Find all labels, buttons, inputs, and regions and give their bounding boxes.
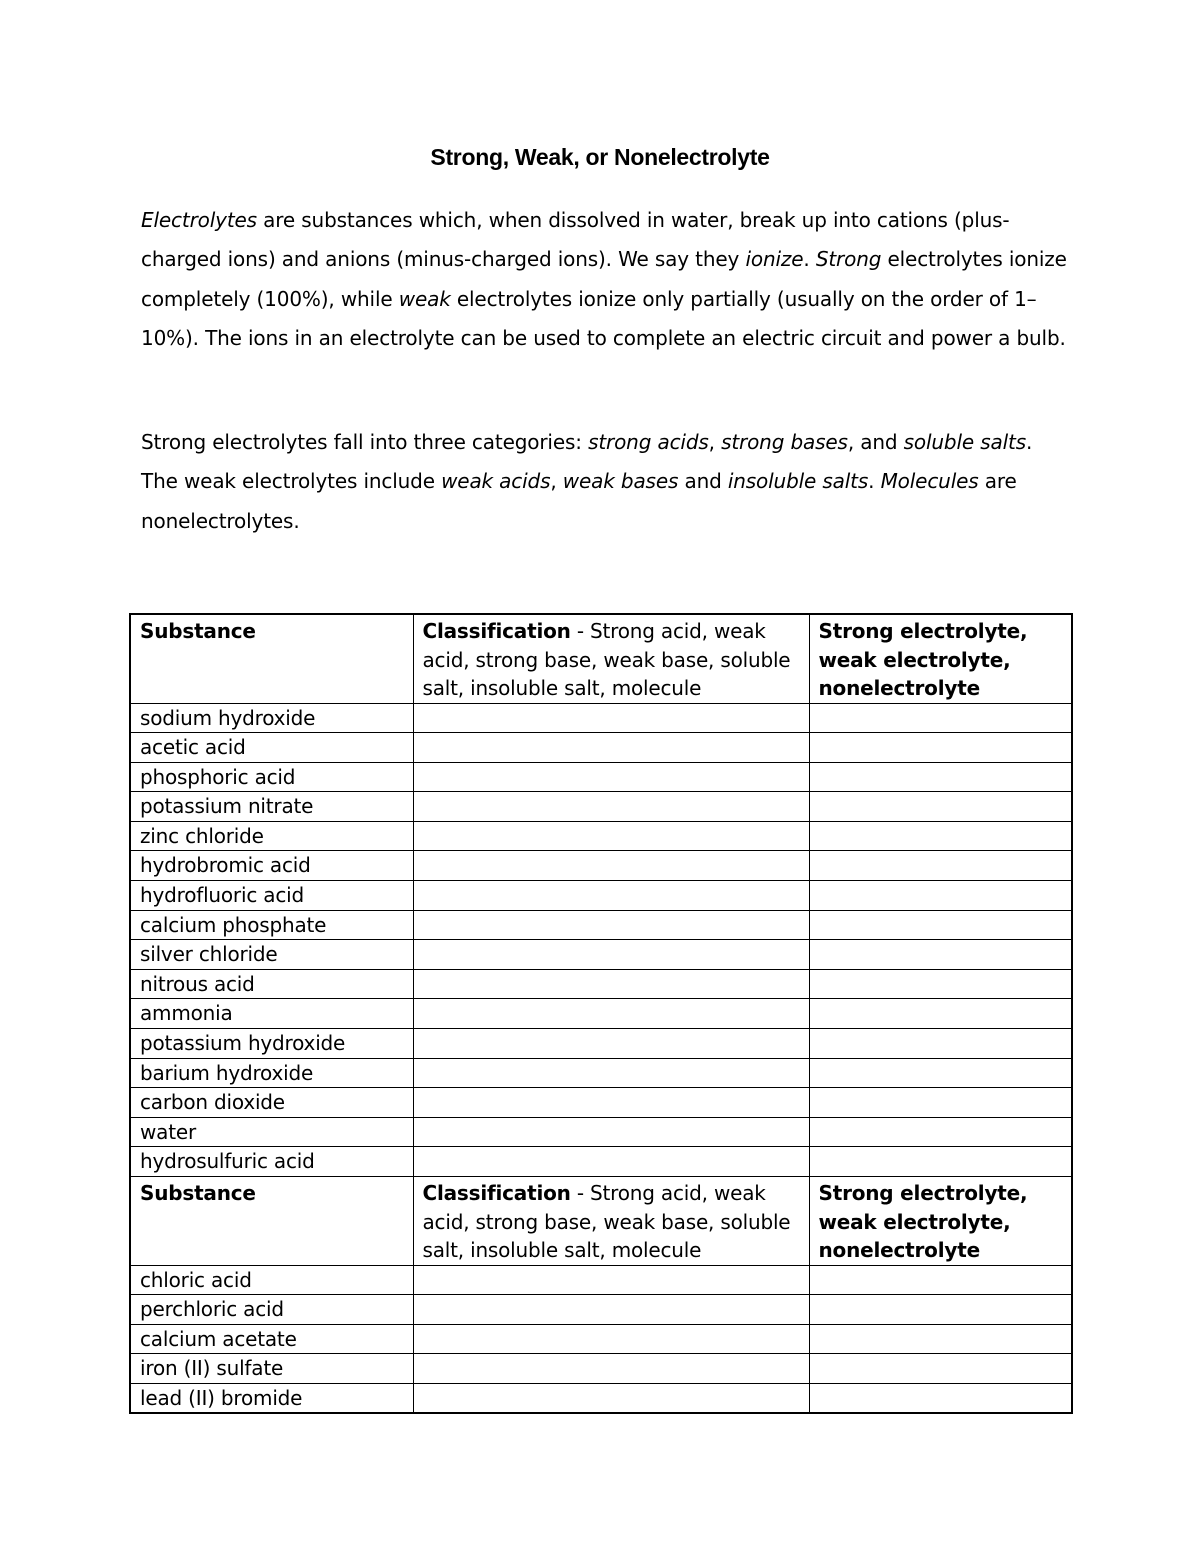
substance-cell: hydrosulfuric acid	[130, 1147, 413, 1177]
header-electrolyte: Strong electrolyte, weak electrolyte, nonelectrolyte	[809, 614, 1072, 703]
electrolyte-cell[interactable]	[809, 1324, 1072, 1354]
categories-text-1: Strong electrolytes fall into three categories:	[141, 430, 589, 454]
table-row	[130, 1088, 1072, 1118]
term-molecules: Molecules	[880, 469, 979, 494]
electrolyte-cell[interactable]	[809, 1383, 1072, 1413]
classification-cell[interactable]	[413, 703, 809, 733]
intro-text-4: electrolytes ionize only partially (usually on the order of 1–10%). The ions in an electrolyte can be used to complete an electric circuit and power a bulb.	[141, 286, 1066, 350]
classification-cell[interactable]	[413, 1265, 809, 1295]
electrolyte-cell[interactable]	[809, 821, 1072, 851]
categories-paragraph	[141, 423, 1071, 541]
table-row	[130, 910, 1072, 940]
header-substance: Substance	[130, 1177, 413, 1266]
substance-cell: acetic acid	[130, 733, 413, 763]
substance-cell: sodium hydroxide	[130, 703, 413, 733]
electrolyte-cell[interactable]	[809, 733, 1072, 763]
header-classification-options: - Strong acid, weak acid, strong base, weak base, soluble salt, insoluble salt, molecule	[422, 1181, 791, 1262]
substance-cell: zinc chloride	[130, 821, 413, 851]
electrolyte-cell[interactable]	[809, 1029, 1072, 1059]
electrolyte-cell[interactable]	[809, 1354, 1072, 1384]
classification-cell[interactable]	[413, 1383, 809, 1413]
table-row	[130, 1324, 1072, 1354]
classification-cell[interactable]	[413, 762, 809, 792]
table-row	[130, 1354, 1072, 1384]
classification-cell[interactable]	[413, 1147, 809, 1177]
classification-cell[interactable]	[413, 881, 809, 911]
table-row	[130, 1147, 1072, 1177]
table-row	[130, 733, 1072, 763]
table-row	[130, 1295, 1072, 1325]
classification-cell[interactable]	[413, 910, 809, 940]
electrolyte-cell[interactable]	[809, 1295, 1072, 1325]
table-header-row-2	[130, 1177, 1072, 1266]
term-weak-bases: weak bases	[562, 469, 679, 494]
substance-cell: silver chloride	[130, 940, 413, 970]
table-row	[130, 999, 1072, 1029]
substance-cell: hydrobromic acid	[130, 851, 413, 881]
classification-cell[interactable]	[413, 999, 809, 1029]
categories-text-4: are nonelectrolytes.	[141, 469, 1017, 533]
substance-cell: hydrofluoric acid	[130, 881, 413, 911]
electrolyte-cell[interactable]	[809, 940, 1072, 970]
substance-cell: ammonia	[130, 999, 413, 1029]
term-strong-bases: strong bases	[721, 430, 848, 454]
categories-sep-3: ,	[550, 469, 563, 494]
term-electrolytes: Electrolytes	[141, 208, 257, 232]
term-weak: weak	[398, 286, 451, 311]
electrolyte-cell[interactable]	[809, 851, 1072, 881]
electrolyte-cell[interactable]	[809, 1058, 1072, 1088]
electrolyte-cell[interactable]	[809, 762, 1072, 792]
intro-text-1: are substances which, when dissolved in water, break up into cations (plus-charged ions) and anions (minus-charged ions). We say they	[141, 208, 1010, 272]
electrolyte-cell[interactable]	[809, 792, 1072, 822]
term-insoluble-salts: insoluble salts	[727, 469, 869, 494]
categories-text-2: . The weak electrolytes include	[141, 430, 1033, 494]
substance-cell: calcium acetate	[130, 1324, 413, 1354]
table-row	[130, 762, 1072, 792]
table-header-row	[130, 614, 1072, 703]
page-title: Strong, Weak, or Nonelectrolyte	[430, 144, 770, 170]
electrolyte-cell[interactable]	[809, 969, 1072, 999]
header-classification	[413, 614, 809, 703]
term-weak-acids: weak acids	[441, 469, 551, 494]
table-row	[130, 940, 1072, 970]
substance-cell: nitrous acid	[130, 969, 413, 999]
intro-text-3: electrolytes ionize completely (100%), while	[141, 247, 1067, 311]
electrolyte-cell[interactable]	[809, 999, 1072, 1029]
classification-cell[interactable]	[413, 1029, 809, 1059]
header-classification-label: Classification	[422, 619, 571, 643]
categories-text-3: .	[868, 469, 881, 494]
substance-cell: water	[130, 1117, 413, 1147]
term-strong-acids: strong acids	[588, 430, 709, 454]
table-row	[130, 1117, 1072, 1147]
intro-text-2: .	[803, 247, 816, 272]
electrolyte-cell[interactable]	[809, 881, 1072, 911]
substance-cell: potassium nitrate	[130, 792, 413, 822]
table-row	[130, 1058, 1072, 1088]
substance-cell: phosphoric acid	[130, 762, 413, 792]
classification-cell[interactable]	[413, 940, 809, 970]
table-row	[130, 821, 1072, 851]
electrolyte-cell[interactable]	[809, 1088, 1072, 1118]
classification-cell[interactable]	[413, 792, 809, 822]
substance-cell: perchloric acid	[130, 1295, 413, 1325]
substance-cell: chloric acid	[130, 1265, 413, 1295]
electrolyte-table	[129, 613, 1073, 1414]
header-classification-label: Classification	[422, 1181, 571, 1205]
table-row	[130, 851, 1072, 881]
substance-cell: calcium phosphate	[130, 910, 413, 940]
table-row	[130, 1265, 1072, 1295]
electrolyte-cell[interactable]	[809, 1265, 1072, 1295]
electrolyte-cell[interactable]	[809, 910, 1072, 940]
substance-cell: potassium hydroxide	[130, 1029, 413, 1059]
classification-cell[interactable]	[413, 733, 809, 763]
classification-cell[interactable]	[413, 969, 809, 999]
table-row	[130, 969, 1072, 999]
table-row	[130, 703, 1072, 733]
table-row	[130, 1029, 1072, 1059]
electrolyte-cell[interactable]	[809, 1117, 1072, 1147]
header-classification	[413, 1177, 809, 1266]
electrolyte-cell[interactable]	[809, 1147, 1072, 1177]
categories-sep-2: , and	[847, 430, 904, 454]
classification-cell[interactable]	[413, 1088, 809, 1118]
categories-sep-4: and	[678, 469, 728, 494]
categories-sep-1: ,	[708, 430, 722, 454]
header-substance: Substance	[130, 614, 413, 703]
table-row	[130, 881, 1072, 911]
classification-cell[interactable]	[413, 851, 809, 881]
term-strong: Strong	[815, 247, 882, 272]
substance-cell: iron (II) sulfate	[130, 1354, 413, 1384]
classification-cell[interactable]	[413, 1354, 809, 1384]
electrolyte-cell[interactable]	[809, 703, 1072, 733]
intro-paragraph	[141, 201, 1071, 358]
classification-cell[interactable]	[413, 1295, 809, 1325]
term-ionize: ionize	[745, 247, 804, 272]
term-soluble-salts: soluble salts	[903, 430, 1026, 454]
table-row	[130, 792, 1072, 822]
table-row	[130, 1383, 1072, 1413]
classification-cell[interactable]	[413, 1058, 809, 1088]
substance-cell: lead (II) bromide	[130, 1383, 413, 1413]
classification-cell[interactable]	[413, 1117, 809, 1147]
classification-cell[interactable]	[413, 821, 809, 851]
header-classification-options: - Strong acid, weak acid, strong base, weak base, soluble salt, insoluble salt, molecule	[422, 619, 791, 700]
classification-cell[interactable]	[413, 1324, 809, 1354]
substance-cell: barium hydroxide	[130, 1058, 413, 1088]
header-electrolyte: Strong electrolyte, weak electrolyte, nonelectrolyte	[809, 1177, 1072, 1266]
substance-cell: carbon dioxide	[130, 1088, 413, 1118]
